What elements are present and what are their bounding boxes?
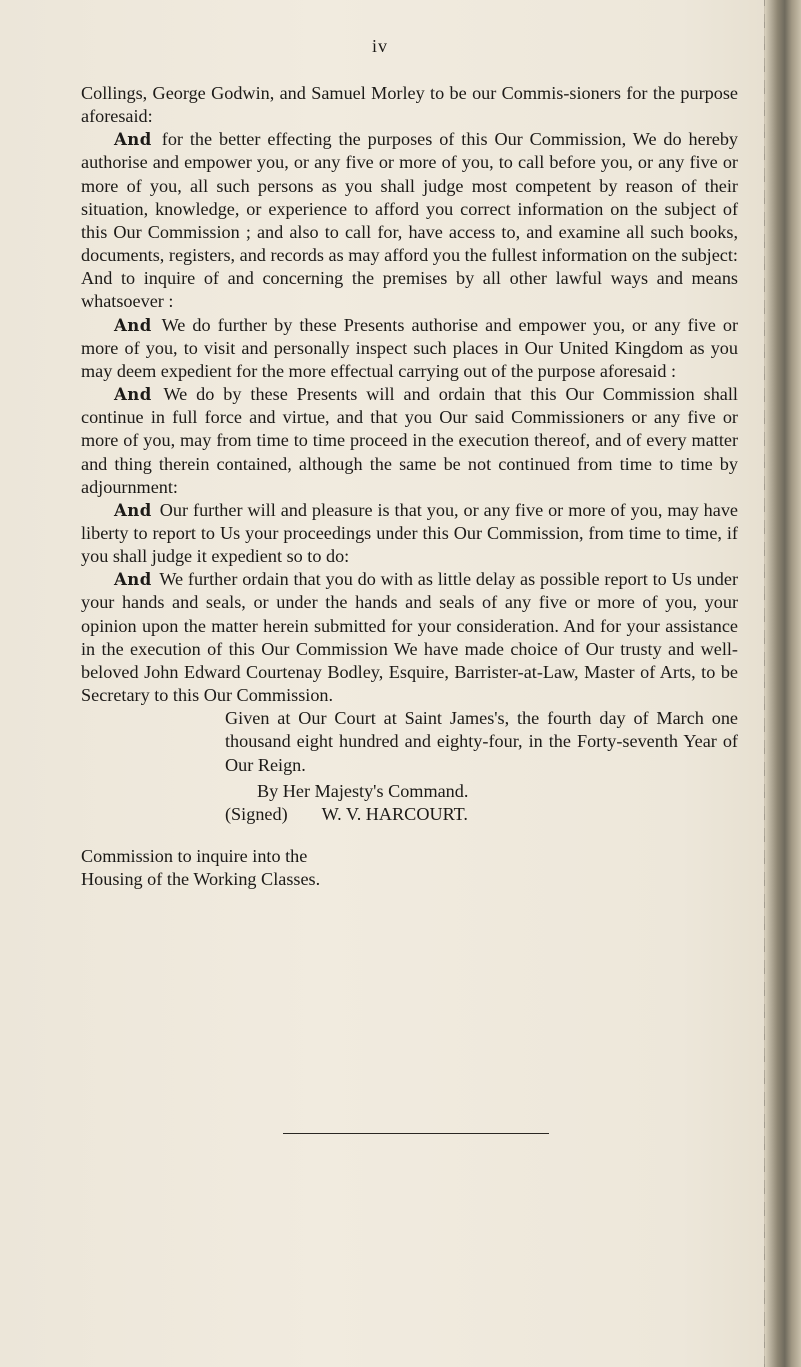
closing-block <box>225 707 738 826</box>
footer-title-text: Commission to inquire into the Housing of the Working Classes. <box>81 846 321 890</box>
book-spine <box>765 0 801 1367</box>
paragraph-5 <box>81 568 738 707</box>
paragraph-4 <box>81 499 738 568</box>
lead-word: And <box>114 385 152 405</box>
by-command-text: By Her Majesty's Command. <box>257 780 469 801</box>
signed-label: (Signed) <box>225 803 288 824</box>
horizontal-rule <box>283 1133 549 1134</box>
footer-title <box>81 845 321 891</box>
lead-word: And <box>114 500 152 520</box>
paragraph-text: We do further by these Presents authorise and empower you, or any five or more of you, to visit and personally inspect such places in Our United Kingdom as you may deem expedient for the more effectual carrying out of the purpose aforesaid : <box>81 314 739 381</box>
paragraph-text: Our further will and pleasure is that you, or any five or more of you, may have liberty to report to Us your proceedings under this Our Commission, from time to time, if you shall judge it expedient so to do: <box>81 499 738 567</box>
paragraph-3 <box>81 383 738 499</box>
lead-word: And <box>114 130 152 150</box>
intro-paragraph: Collings, George Godwin, and Samuel Morley to be our Commis-sioners for the purpose aforesaid: <box>81 83 738 127</box>
paragraph-text: We do by these Presents will and ordain that this Our Commission shall continue in full force and virtue, and that you Our said Commissioners or any five or more of you, may from time to time proceed in the execution thereof, and of every matter and thing therein contained, although the same be not continued from time to time by adjournment: <box>81 384 738 497</box>
page-number: iv <box>371 36 388 56</box>
signature-line <box>225 803 738 826</box>
given-at-text: Given at Our Court at Saint James's, the fourth day of March one thousand eight hundred and eighty-four, in the Forty-seventh Year of Our Reign. <box>225 708 738 775</box>
signatory-name: W. V. HARCOURT. <box>321 803 468 824</box>
lead-word: And <box>114 570 152 590</box>
paragraph-2 <box>81 314 738 383</box>
document-body <box>81 82 738 891</box>
paragraph-1 <box>81 128 738 313</box>
paragraph-text: for the better effecting the purposes of this Our Commission, We do hereby authorise and empower you, or any five or more of you, to call before you, or any five or more of you, all such persons as you shall judge most competent by reason of their situation, knowledge, or experience to afford you correct information on the subject of this Our Commission ; and also to call for, have access to, and examine all such books, documents, registers, and records as may afford you the fullest information on the subject: And to inquire of and concerning the premises by all other lawful ways and means whatsoever : <box>81 129 739 312</box>
paragraph-text: We further ordain that you do with as little delay as possible report to Us under your hands and seals, or under the hands and seals of any five or more of you, your opinion upon the matter herein submitted for your consideration. And for your assistance in the execution of this Our Commission We have made choice of Our trusty and well-beloved John Edward Courtenay Bodley, Esquire, Barrister-at-Law, Master of Arts, to be Secretary to this Our Commission. <box>81 569 739 706</box>
lead-word: And <box>114 315 152 335</box>
